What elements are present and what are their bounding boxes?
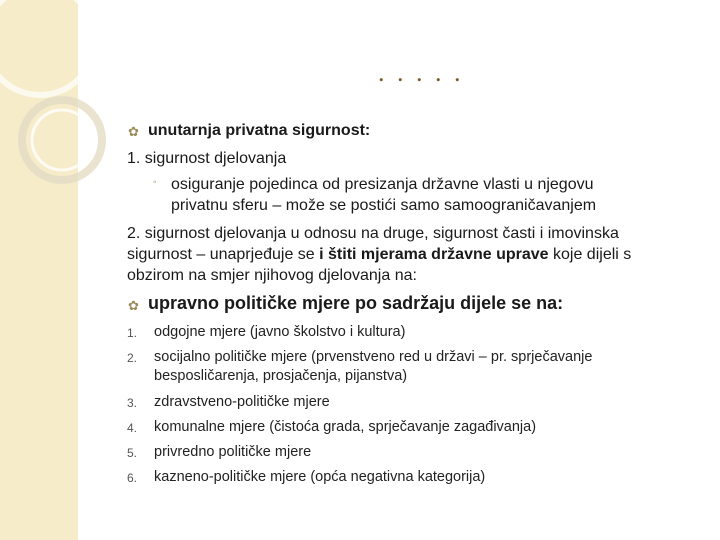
point-2-text-bold: i štiti mjerama državne uprave bbox=[319, 246, 549, 263]
list-item: kazneno-političke mjere (opća negativna kategorija) bbox=[154, 469, 486, 485]
list-number: 3. bbox=[127, 396, 138, 410]
list-item: komunalne mjere (čistoća grada, sprječavanje zagađivanja) bbox=[154, 419, 537, 435]
point-2-line-3: obzirom na smjer njihovog djelovanja na: bbox=[127, 267, 417, 284]
list-item-continuation: besposličarenja, prosjačenja, pijanstva) bbox=[154, 368, 408, 384]
list-number: 2. bbox=[127, 351, 138, 365]
bullet-icon: ✿ bbox=[128, 124, 139, 139]
point-2-text-b: koje dijeli s bbox=[548, 246, 632, 263]
list-item: socijalno političke mjere (prvenstveno red u državi – pr. sprječavanje bbox=[154, 349, 593, 365]
point-2-text-a: sigurnost – unaprjeđuje se bbox=[127, 246, 320, 263]
point-1: 1. sigurnost djelovanja bbox=[127, 150, 287, 167]
bullet-policy-measures: upravno političke mjere po sadržaju dijele se na: bbox=[148, 293, 564, 313]
bullet-internal-security: unutarnja privatna sigurnost: bbox=[148, 122, 371, 139]
list-number: 4. bbox=[127, 421, 138, 435]
bullet-icon: ✿ bbox=[128, 298, 139, 313]
sub-bullet-icon: ◦ bbox=[153, 177, 157, 188]
list-item: odgojne mjere (javno školstvo i kultura) bbox=[154, 324, 406, 340]
list-item: zdravstveno-političke mjere bbox=[154, 394, 330, 410]
list-number: 6. bbox=[127, 471, 138, 485]
sub-point-line-2: privatnu sferu – može se postići samo samoograničavanjem bbox=[171, 197, 597, 214]
point-2-line-2 bbox=[127, 244, 631, 265]
point-2-line-1: 2. sigurnost djelovanja u odnosu na druge, sigurnost časti i imovinska bbox=[127, 225, 619, 242]
list-item: privredno političke mjere bbox=[154, 444, 312, 460]
decorative-circles bbox=[0, 0, 130, 260]
list-number: 1. bbox=[127, 326, 138, 340]
sub-point-line-1: osiguranje pojedinca od presizanja državne vlasti u njegovu bbox=[171, 176, 594, 193]
list-number: 5. bbox=[127, 446, 138, 460]
slide-title: . . . . . bbox=[378, 58, 464, 87]
